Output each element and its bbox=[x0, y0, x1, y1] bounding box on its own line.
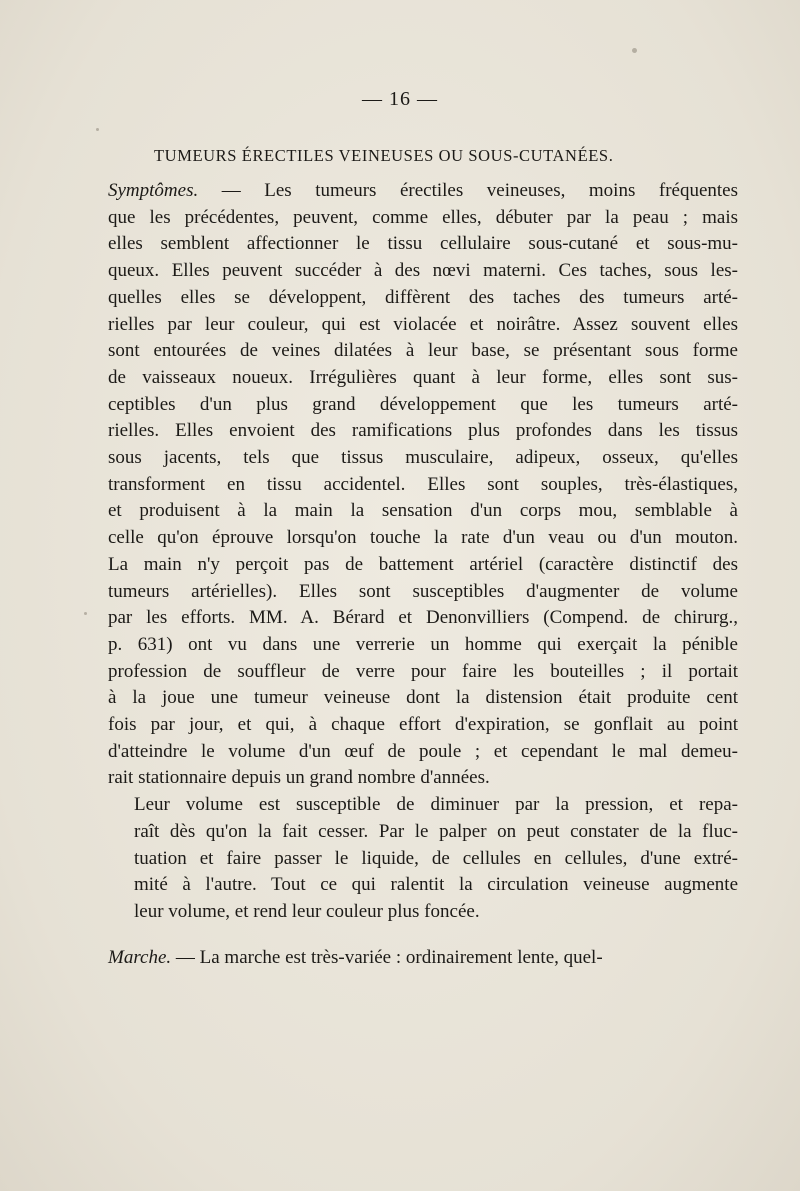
page-number: — 16 — bbox=[362, 88, 438, 110]
run-in-heading: Symptômes. bbox=[108, 180, 199, 201]
line-text: queux. Elles peuvent succéder à des nœvi materni. Ces taches, sous les- bbox=[108, 260, 738, 282]
text-line bbox=[108, 605, 738, 632]
paragraph-symptomes bbox=[108, 178, 738, 792]
line-text: sont entourées de veines dilatées à leur base, se présentant sous forme bbox=[108, 340, 738, 362]
body-text bbox=[108, 178, 738, 971]
text-line bbox=[108, 792, 738, 819]
text-line bbox=[108, 205, 738, 232]
line-text: sous jacents, tels que tissus musculaire, adipeux, osseux, qu'elles bbox=[108, 447, 738, 469]
text-line bbox=[108, 819, 738, 846]
line-text: La main n'y perçoit pas de battement artériel (caractère distinctif des bbox=[108, 553, 738, 575]
line-text: transforment en tissu accidentel. Elles sont souples, très-élastiques, bbox=[108, 473, 738, 495]
line-text: quelles elles se développent, diffèrent des taches des tumeurs arté- bbox=[108, 286, 738, 308]
line-text: elles semblent affectionner le tissu cellulaire sous-cutané et sous-mu- bbox=[108, 233, 738, 255]
text-line bbox=[108, 392, 738, 419]
text-line bbox=[108, 418, 738, 445]
line-text: raît dès qu'on la fait cesser. Par le palper on peut constater de la fluc- bbox=[134, 820, 738, 842]
paragraph-marche bbox=[108, 945, 738, 972]
paragraph-volume bbox=[108, 792, 738, 926]
text-line bbox=[108, 739, 738, 766]
line-text: ceptibles d'un plus grand développement que les tumeurs arté- bbox=[108, 393, 738, 415]
text-line bbox=[108, 712, 738, 739]
text-line bbox=[108, 178, 738, 205]
text-line bbox=[108, 945, 738, 972]
line-text: p. 631) ont vu dans une verrerie un homme qui exerçait la pénible bbox=[108, 633, 738, 655]
section-title: TUMEURS ÉRECTILES VEINEUSES OU SOUS-CUTANÉES. bbox=[154, 146, 614, 165]
text-line bbox=[108, 659, 738, 686]
text-line bbox=[108, 338, 738, 365]
text-line bbox=[108, 365, 738, 392]
line-text: tumeurs artérielles). Elles sont susceptibles d'augmenter de volume bbox=[108, 580, 738, 602]
line-text: leur volume, et rend leur couleur plus foncée. bbox=[134, 900, 480, 922]
line-text: fois par jour, et qui, à chaque effort d'expiration, se gonflait au point bbox=[108, 714, 738, 736]
line-text: profession de souffleur de verre pour faire les bouteilles ; il portait bbox=[108, 660, 738, 682]
text-line bbox=[108, 899, 738, 926]
line-text: à la joue une tumeur veineuse dont la distension était produite cent bbox=[108, 687, 738, 709]
text-line bbox=[108, 472, 738, 499]
text-line bbox=[108, 685, 738, 712]
line-text: par les efforts. MM. A. Bérard et Denonvilliers (Compend. de chirurg., bbox=[108, 607, 738, 629]
line-text: rielles par leur couleur, qui est violacée et noirâtre. Assez souvent elles bbox=[108, 313, 738, 335]
text-line bbox=[108, 258, 738, 285]
line-text: et produisent à la main la sensation d'un corps mou, semblable à bbox=[108, 500, 738, 522]
line-text: — Les tumeurs érectiles veineuses, moins fréquentes bbox=[198, 180, 738, 201]
line-text: celle qu'on éprouve lorsqu'on touche la rate d'un veau ou d'un mouton. bbox=[108, 527, 738, 549]
text-line bbox=[108, 498, 738, 525]
line-text: d'atteindre le volume d'un œuf de poule ; et cependant le mal demeu- bbox=[108, 740, 738, 762]
text-line bbox=[108, 846, 738, 873]
line-text: mité à l'autre. Tout ce qui ralentit la circulation veineuse augmente bbox=[134, 874, 738, 896]
text-line bbox=[108, 445, 738, 472]
line-text: rielles. Elles envoient des ramifications plus profondes dans les tissus bbox=[108, 420, 738, 442]
text-line bbox=[108, 765, 738, 792]
text-line bbox=[108, 285, 738, 312]
line-text: que les précédentes, peuvent, comme elles, débuter par la peau ; mais bbox=[108, 206, 738, 228]
paper-speck bbox=[84, 612, 87, 615]
line-text: rait stationnaire depuis un grand nombre d'années. bbox=[108, 767, 490, 789]
paper-speck bbox=[96, 128, 99, 131]
line-text: de vaisseaux noueux. Irrégulières quant à leur forme, elles sont sus- bbox=[108, 366, 738, 388]
text-line bbox=[108, 872, 738, 899]
line-text: Leur volume est susceptible de diminuer par la pression, et repa- bbox=[134, 794, 738, 816]
line-text: — La marche est très-variée : ordinairement lente, quel- bbox=[171, 946, 603, 968]
run-in-heading: Marche. bbox=[108, 946, 172, 968]
line-text: tuation et faire passer le liquide, de cellules en cellules, d'une extré- bbox=[134, 847, 738, 869]
paper-speck bbox=[632, 48, 637, 53]
text-line bbox=[108, 231, 738, 258]
text-line bbox=[108, 579, 738, 606]
text-line bbox=[108, 525, 738, 552]
text-line bbox=[108, 632, 738, 659]
text-line bbox=[108, 552, 738, 579]
text-line bbox=[108, 312, 738, 339]
